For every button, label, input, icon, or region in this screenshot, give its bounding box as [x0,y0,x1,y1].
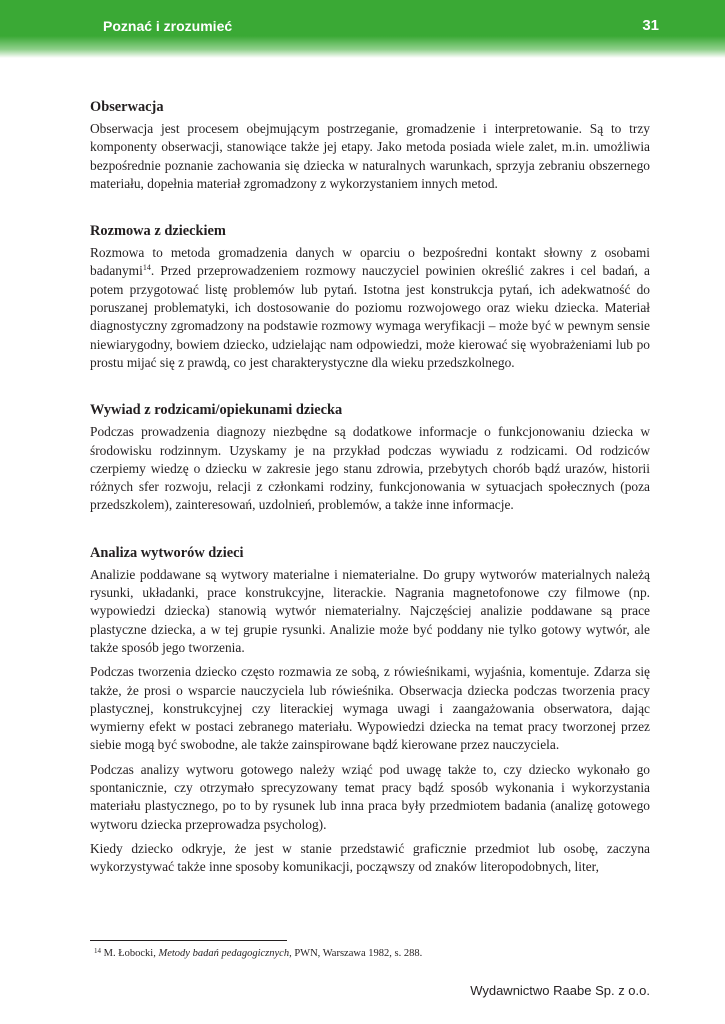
footnote-title: Metody badań pedagogicznych [158,948,290,959]
section-heading: Analiza wytworów dzieci [90,544,244,561]
footnote [94,947,422,961]
paragraph-text: . Przed przeprowadzeniem rozmowy nauczyciel powinien określić zakres i cel badań, a potem przygotować listę problemów lub pytań. Istotna jest konstrukcja pytań, ich adekwatność do poruszanej problematyki, ich dostosowanie do poziomu rozwojowego oraz wieku dziecka. Materiał diagnostyczny zgromadzony na podstawie rozmowy wymaga weryfikacji – może być w pewnym sensie niewiarygodny, bowiem dziecko, udzielając nam odpowiedzi, może kierować się wyobrażeniami lub po prostu mijać się z prawdą, co jest charakterystyczne dla wieku przedszkolnego. [90,263,650,370]
paragraph: Obserwacja jest procesem obejmującym postrzeganie, gromadzenie i interpretowanie. Są to trzy komponenty obserwacji, stanowiące także jej etapy. Jako metoda posiada wiele zalet, m.in. umożliwia bezpośrednie poznanie zachowania się dziecka w naturalnych warunkach, sprzyja zebraniu obszernego materiału, dopełnia materiał zgromadzony z wykorzystaniem innych metod. [90,121,650,191]
paragraph: Analizie poddawane są wytwory materialne i niematerialne. Do grupy wytworów materialnych należą rysunki, układanki, prace konstrukcyjne, literackie. Nagrania magnetofonowe czy filmowe (np. wypowiedzi dziecka) stanowią wytwór niematerialny. Najczęściej analizie poddawane są prace plastyczne dziecka, a w tej grupie rysunki. Analizie może być poddany nie tylko gotowy wytwór, ale także sposób jego tworzenia. [90,566,650,655]
section-obserwacja [90,98,650,193]
footnote-author: M. Łobocki, [103,948,156,959]
footnote-divider [90,940,287,941]
paragraph: Kiedy dziecko odkryje, że jest w stanie przedstawić graficznie przedmiot lub osobę, zaczyna wykorzystywać także inne sposoby komunikacji, począwszy od znaków literopodobnych, liter, [90,840,650,875]
page-header [0,0,725,58]
section-heading: Wywiad z rodzicami/opiekunami dziecka [90,402,343,419]
section-wywiad [90,401,650,514]
page-number: 31 [642,17,659,34]
section-heading: Rozmowa z dzieckiem [90,223,226,240]
page-content [90,98,650,906]
running-title: Poznać i zrozumieć [103,18,233,34]
footnote-reference[interactable]: 14 [142,263,151,273]
paragraph: Podczas analizy wytworu gotowego należy wziąć pod uwagę także to, czy dziecko wykonało go spontanicznie, czy otrzymało sprecyzowany temat pracy bądź sposób wykonania i wykorzystania materiału plastycznego, po to by rysunek lub inna praca były przedmiotem badania (analizę gotowego wytworu dziecka przeprowadza psycholog). [90,761,650,832]
section-heading: Obserwacja [90,99,164,115]
section-analiza [90,544,650,877]
publisher-name: Wydawnictwo Raabe Sp. z o.o. [470,983,650,998]
paragraph [90,244,650,372]
section-rozmowa [90,222,650,372]
paragraph: Podczas prowadzenia diagnozy niezbędne są dodatkowe informacje o funkcjonowaniu dziecka w środowisku rodzinnym. Uzyskamy je na przykład podczas wywiadu z rodzicami. Od rodziców czerpiemy wiedzę o dziecku w zakresie jego stanu zdrowia, przebytych chorób bądź urazów, historii różnych sfer rozwoju, relacji z członkami rodziny, funkcjonowania w sytuacjach społecznych (poza przedszkolem), zainteresowań, uzdolnień, problemów, a także inne informacje. [90,424,650,513]
footnote-details: , PWN, Warszawa 1982, s. 288. [289,948,423,959]
paragraph: Podczas tworzenia dziecko często rozmawia ze sobą, z rówieśnikami, wyjaśnia, komentuje. Zdarza się także, że prosi o wsparcie nauczyciela lub rówieśnika. Obserwacja dziecka podczas tworzenia pracy plastycznej, konstrukcyjnej czy literackiej wymaga uwagi i zaangażowania obserwatora, dając wymierny efekt w postaci zebranego materiału. Wypowiedzi dziecka na temat pracy tworzonej przez siebie mogą być swobodne, ale także zainspirowane bądź kierowane przez nauczyciela. [90,664,650,753]
footnote-number: 14 [94,947,101,955]
paragraph-text: Rozmowa to metoda gromadzenia danych w oparciu o bezpośredni kontakt słowny z osobami badanymi [90,245,650,279]
